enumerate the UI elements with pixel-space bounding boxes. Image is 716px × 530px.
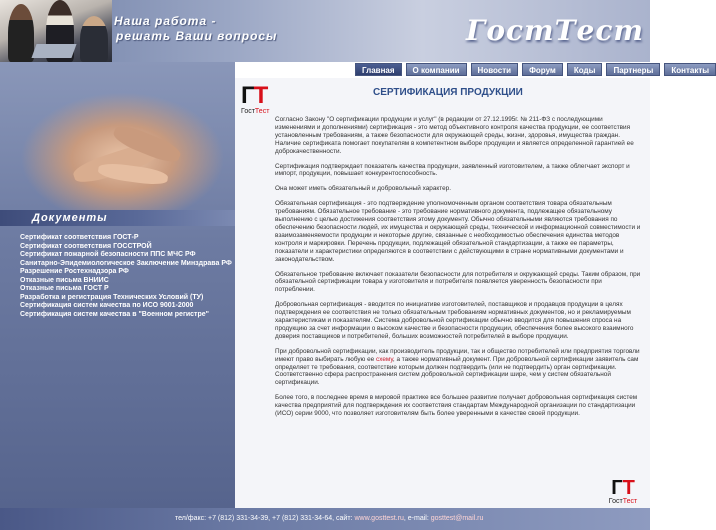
paragraph-text: При добровольной сертификации, как производитель продукции, так и общество потребителей или предприятия торговли имеют право выбирать любую ее xyxy=(275,347,640,363)
handshake-image xyxy=(20,92,225,212)
paragraph: Обязательная сертификация - это подтверждение уполномоченным органом соответствия товара обязательным требованиям. Обязательное требование - это требование нормативного документа, подлежащее обязательному выполнению с целью достижения соответствия этому документу. Обычно обязательными являются требования по обеспечению безопасности людей, их имущества и окружающей среды, технической и информационной совместимости и взаимозаменяемости продукции и некоторые другие, связанные с необходимостью обеспечения единства методов контроля и маркировки. Перечень продукции, подлежащей обязательной стандартизации, а также ее параметры, показатели и характеристики определяются в соответствии с действующими в стране нормативными документами и законодательством. xyxy=(275,200,641,263)
article-text xyxy=(275,116,643,425)
hand-shape xyxy=(97,161,169,187)
nav-item-forum[interactable]: Форум xyxy=(522,63,563,76)
slogan-line-1: Наша работа - xyxy=(114,14,217,28)
paragraph-text: , а также нормативный документ. При добровольной сертификации заявитель сам определяет те требования, соответствие которым должен подтвердить (или не подтвердить) орган сертификации. Соответственно сфера распространения систем добровольной сертификации шире, чем у систем обязательной сертификации. xyxy=(275,355,639,387)
nav-item-home[interactable]: Главная xyxy=(355,63,402,76)
document-link-fire-safety[interactable]: Сертификат пожарной безопасности ППС МЧС РФ xyxy=(20,251,196,258)
gt-logo-bottom xyxy=(608,478,638,506)
top-nav xyxy=(355,63,716,76)
nav-item-partners[interactable]: Партнеры xyxy=(606,63,660,76)
document-link-gost-r[interactable]: Сертификат соответствия ГОСТ-Р xyxy=(20,234,139,241)
logo-letter-t: Т xyxy=(622,477,635,499)
logo-brand-part2: Тест xyxy=(254,108,270,115)
document-link-vniis-letters[interactable]: Отказные письма ВНИИС xyxy=(20,276,109,284)
document-link-sanitary[interactable]: Санитарно-Эпидемиологическое Заключение Минздрава РФ xyxy=(20,259,232,267)
gt-logo xyxy=(241,84,271,116)
nav-item-codes[interactable]: Коды xyxy=(567,63,603,76)
slogan-line-2: решать Ваши вопросы xyxy=(116,29,278,43)
header xyxy=(0,0,650,62)
paragraph: Она может иметь обязательный и добровольный характер. xyxy=(275,185,452,193)
document-link-gost-letters[interactable]: Отказные письма ГОСТ Р xyxy=(20,285,109,292)
sidebar xyxy=(0,62,235,508)
logo-letter-g: Г xyxy=(611,477,623,499)
paragraph: Более того, в последнее время в мировой практике все большее развитие получает добровольная сертификация систем качества предприятий для подтверждения их соответствия стандартам Международной организации по стандартизации (ИСО) серии 9000, что позволяет изготовителям быть более уверенными в качестве своей продукции. xyxy=(275,394,638,418)
footer-contacts: тел/факс: +7 (812) 331-34-39, +7 (812) 331-34-64, сайт: xyxy=(175,515,353,522)
main-content xyxy=(235,78,650,508)
paragraph: Сертификация подтверждает показатель качества продукции, заявленный изготовителем, а также облегчает экспорт и импорт, продукции, повышает конкурентоспособность. xyxy=(275,162,630,178)
page-title: СЕРТИФИКАЦИЯ ПРОДУКЦИИ xyxy=(373,87,523,98)
footer xyxy=(0,508,650,530)
nav-item-about[interactable]: О компании xyxy=(406,63,467,76)
paragraph xyxy=(275,348,643,388)
person-figure xyxy=(8,4,34,62)
logo-brand-part2: Тест xyxy=(622,498,638,505)
paragraph: Обязательное требование включает показатели безопасности для потребителя и окружающей среды. Таким образом, при обязательной сертификации товара у изготовителя и потребителя появляется уверенность безопасности при потреблении. xyxy=(275,270,641,294)
scheme-link[interactable]: схему xyxy=(376,355,393,363)
document-link-tu[interactable]: Разработка и регистрация Технических Условий (ТУ) xyxy=(20,293,204,301)
footer-email-link[interactable]: gosttest@mail.ru xyxy=(430,515,484,522)
document-link-gosstroy[interactable]: Сертификат соответствия ГОССТРОЙ xyxy=(20,242,152,250)
document-link-rostekhnadzor[interactable]: Разрешение Ростехнадзора РФ xyxy=(20,268,129,275)
logo-brand-part1: Гост xyxy=(608,498,623,505)
document-link-military-register[interactable]: Сертификация систем качества в "Военном регистре" xyxy=(20,310,209,318)
document-link-iso-9001[interactable]: Сертификация систем качества по ИСО 9001-2000 xyxy=(20,302,194,309)
logo-letter-t: Т xyxy=(253,82,268,109)
footer-site-link[interactable]: www.gosttest.ru xyxy=(354,515,404,522)
logo-letter-g: Г xyxy=(241,82,254,109)
documents-list xyxy=(20,234,232,319)
header-slogan xyxy=(114,14,277,44)
header-photo xyxy=(0,0,112,62)
logo-brand-part1: Гост xyxy=(241,108,255,115)
documents-heading: Документы xyxy=(0,210,235,226)
person-figure xyxy=(80,16,108,62)
site-logo[interactable]: ГостТест xyxy=(465,14,644,47)
nav-item-news[interactable]: Новости xyxy=(471,63,519,76)
nav-item-contacts[interactable]: Контакты xyxy=(664,63,716,76)
paragraph: Согласно Закону "О сертификации продукции и услуг" (в редакции от 27.12.1995г. № 211-ФЗ с последующими изменениями и дополнениями) сертификация - это метод объективного контроля качества продукции, ее соответствия установленным требованиям, а также безопасности для окружающей среды, жизни, здоровья, имущества граждан. Наличие сертификата помогает покупателям в компетентном выборе продукции и является определенной гарантией ее доброкачественности. xyxy=(275,116,634,155)
footer-email-label: , e-mail: xyxy=(403,515,429,522)
laptop-image xyxy=(31,44,76,58)
paragraph: Добровольная сертификация - вводится по инициативе изготовителей, поставщиков и продавцов продукции в целях подтверждения ее соответствия не только обязательным требованиям нормативных документов, но и рекламируемым характеристикам и показателям. Система добровольной сертификации обычно вводится для повышения спроса на продукцию за счет информации о высоком качестве и безопасности продукции, обеспечения более высокого взаимного доверия поставщиков и потребителей, больших возможностей потребителей в выборе продукции. xyxy=(275,301,634,340)
